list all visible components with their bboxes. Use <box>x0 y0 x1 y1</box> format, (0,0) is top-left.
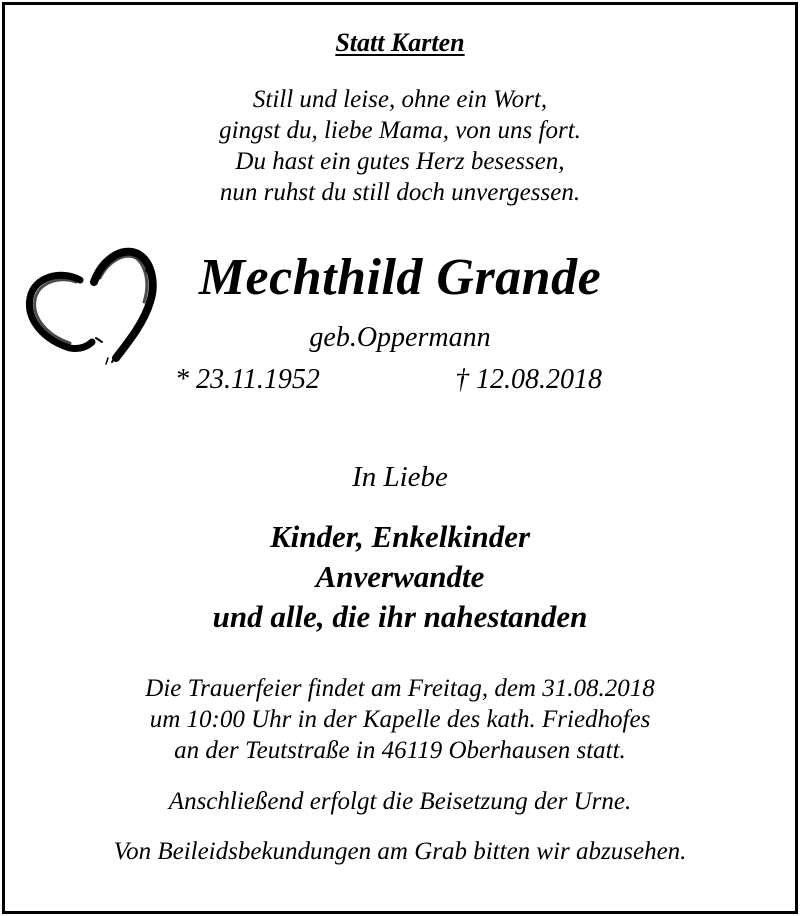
poem-line: gingst du, liebe Mama, von uns fort. <box>219 117 581 144</box>
family-line: Kinder, Enkelkinder <box>269 519 531 554</box>
poem <box>0 84 800 208</box>
service-info <box>0 673 800 766</box>
family-list <box>0 517 800 637</box>
service-line: an der Teutstraße in 46119 Oberhausen statt. <box>174 737 626 764</box>
notice-header: Statt Karten <box>335 28 465 57</box>
family-line: und alle, die ihr nahestanden <box>212 599 588 634</box>
family-line: Anverwandte <box>315 559 485 594</box>
condolence-note: Von Beileidsbekundungen am Grab bitten wir abzusehen. <box>113 838 687 865</box>
poem-line: Still und leise, ohne ein Wort, <box>252 86 548 113</box>
service-line: um 10:00 Uhr in der Kapelle des kath. Friedhofes <box>149 706 651 733</box>
poem-line: nun ruhst du still doch unvergessen. <box>219 179 581 206</box>
urn-note: Anschließend erfolgt die Beisetzung der Urne. <box>168 788 632 815</box>
closing-phrase: In Liebe <box>352 461 448 493</box>
birth-date: * 23.11.1952 <box>175 364 320 395</box>
death-date: † 12.08.2018 <box>455 364 602 395</box>
poem-line: Du hast ein gutes Herz besessen, <box>235 148 565 175</box>
deceased-name: Mechthild Grande <box>198 249 602 306</box>
maiden-name: geb.Oppermann <box>309 322 491 353</box>
service-line: Die Trauerfeier findet am Freitag, dem 31.08.2018 <box>145 675 655 702</box>
